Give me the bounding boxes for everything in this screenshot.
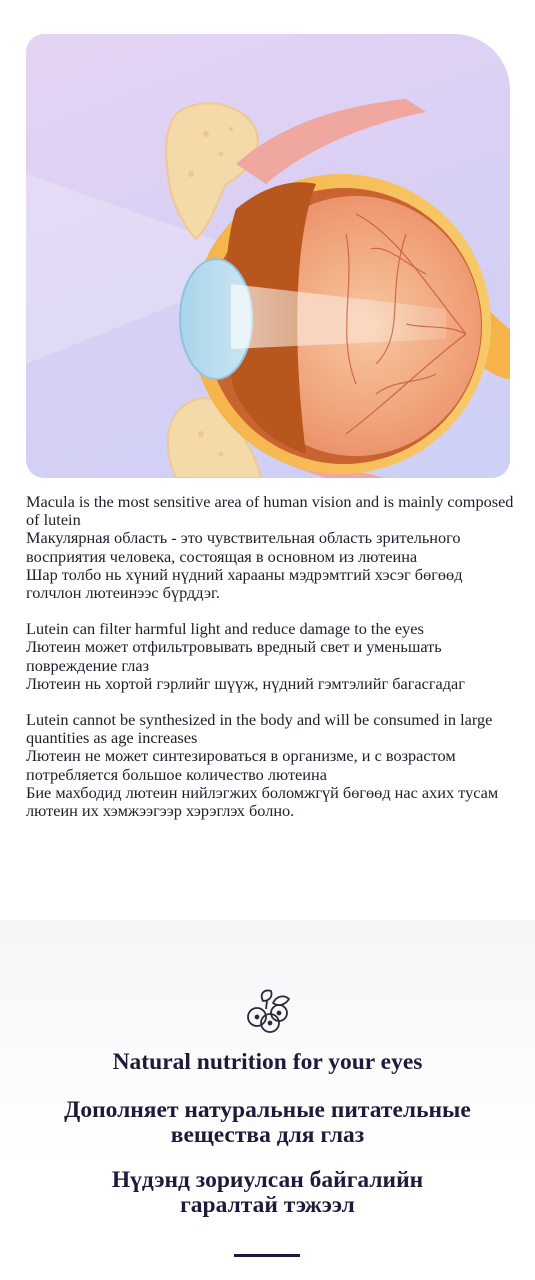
paragraph-line-ru: Лютеин может отфильтровывать вредный свет и уменьшать повреждение глаз [26, 637, 442, 675]
headline-mongolian-line-2: гаралтай тэжээл [180, 1192, 355, 1218]
paragraph-line-mn: Шар толбо нь хүний нүдний харааны мэдрэмтгий хэсэг бөгөөд голчлон лютеинээс бүрддэг. [26, 564, 463, 603]
divider-line [234, 1254, 300, 1257]
paragraph-synthesis [26, 711, 516, 820]
paragraph-line-ru: Макулярная область - это чувствительная область зрительного восприятия человека, состоящая в основном из лютеина [26, 528, 461, 566]
paragraph-line-en: Lutein can filter harmful light and reduce damage to the eyes [26, 619, 424, 639]
paragraph-line-mn: Бие махбодид лютеин нийлэгжих боломжгүй бөгөөд нас ахих тусам лютеин их хэмжээгээр хэрэглэх болно. [26, 782, 499, 821]
headline-russian [0, 1098, 535, 1148]
headline-russian-line-2: вещества для глаз [170, 1122, 365, 1148]
description-text [26, 493, 516, 838]
eye-anatomy-illustration [26, 34, 510, 478]
paragraph-line-ru: Лютеин не может синтезироваться в организме, и с возрастом потребляется большое количество лютеина [26, 746, 456, 784]
headline-english: Natural nutrition for your eyes [112, 1049, 423, 1075]
berries-icon [243, 987, 293, 1035]
paragraph-line-en: Lutein cannot be synthesized in the body and will be consumed in large quantities as age increases [26, 710, 493, 748]
paragraph-filter-light [26, 620, 516, 693]
headline-mongolian [0, 1168, 535, 1218]
paragraph-macula [26, 493, 516, 602]
headline-mongolian-line-1: Нүдэнд зориулсан байгалийн [111, 1167, 424, 1193]
headline-russian-line-1: Дополняет натуральные питательные [64, 1097, 471, 1123]
paragraph-line-mn: Лютеин нь хортой гэрлийг шүүж, нүдний гэмтэлийг багасгадаг [26, 673, 465, 693]
paragraph-line-en: Macula is the most sensitive area of human vision and is mainly composed of lutein [26, 492, 514, 530]
